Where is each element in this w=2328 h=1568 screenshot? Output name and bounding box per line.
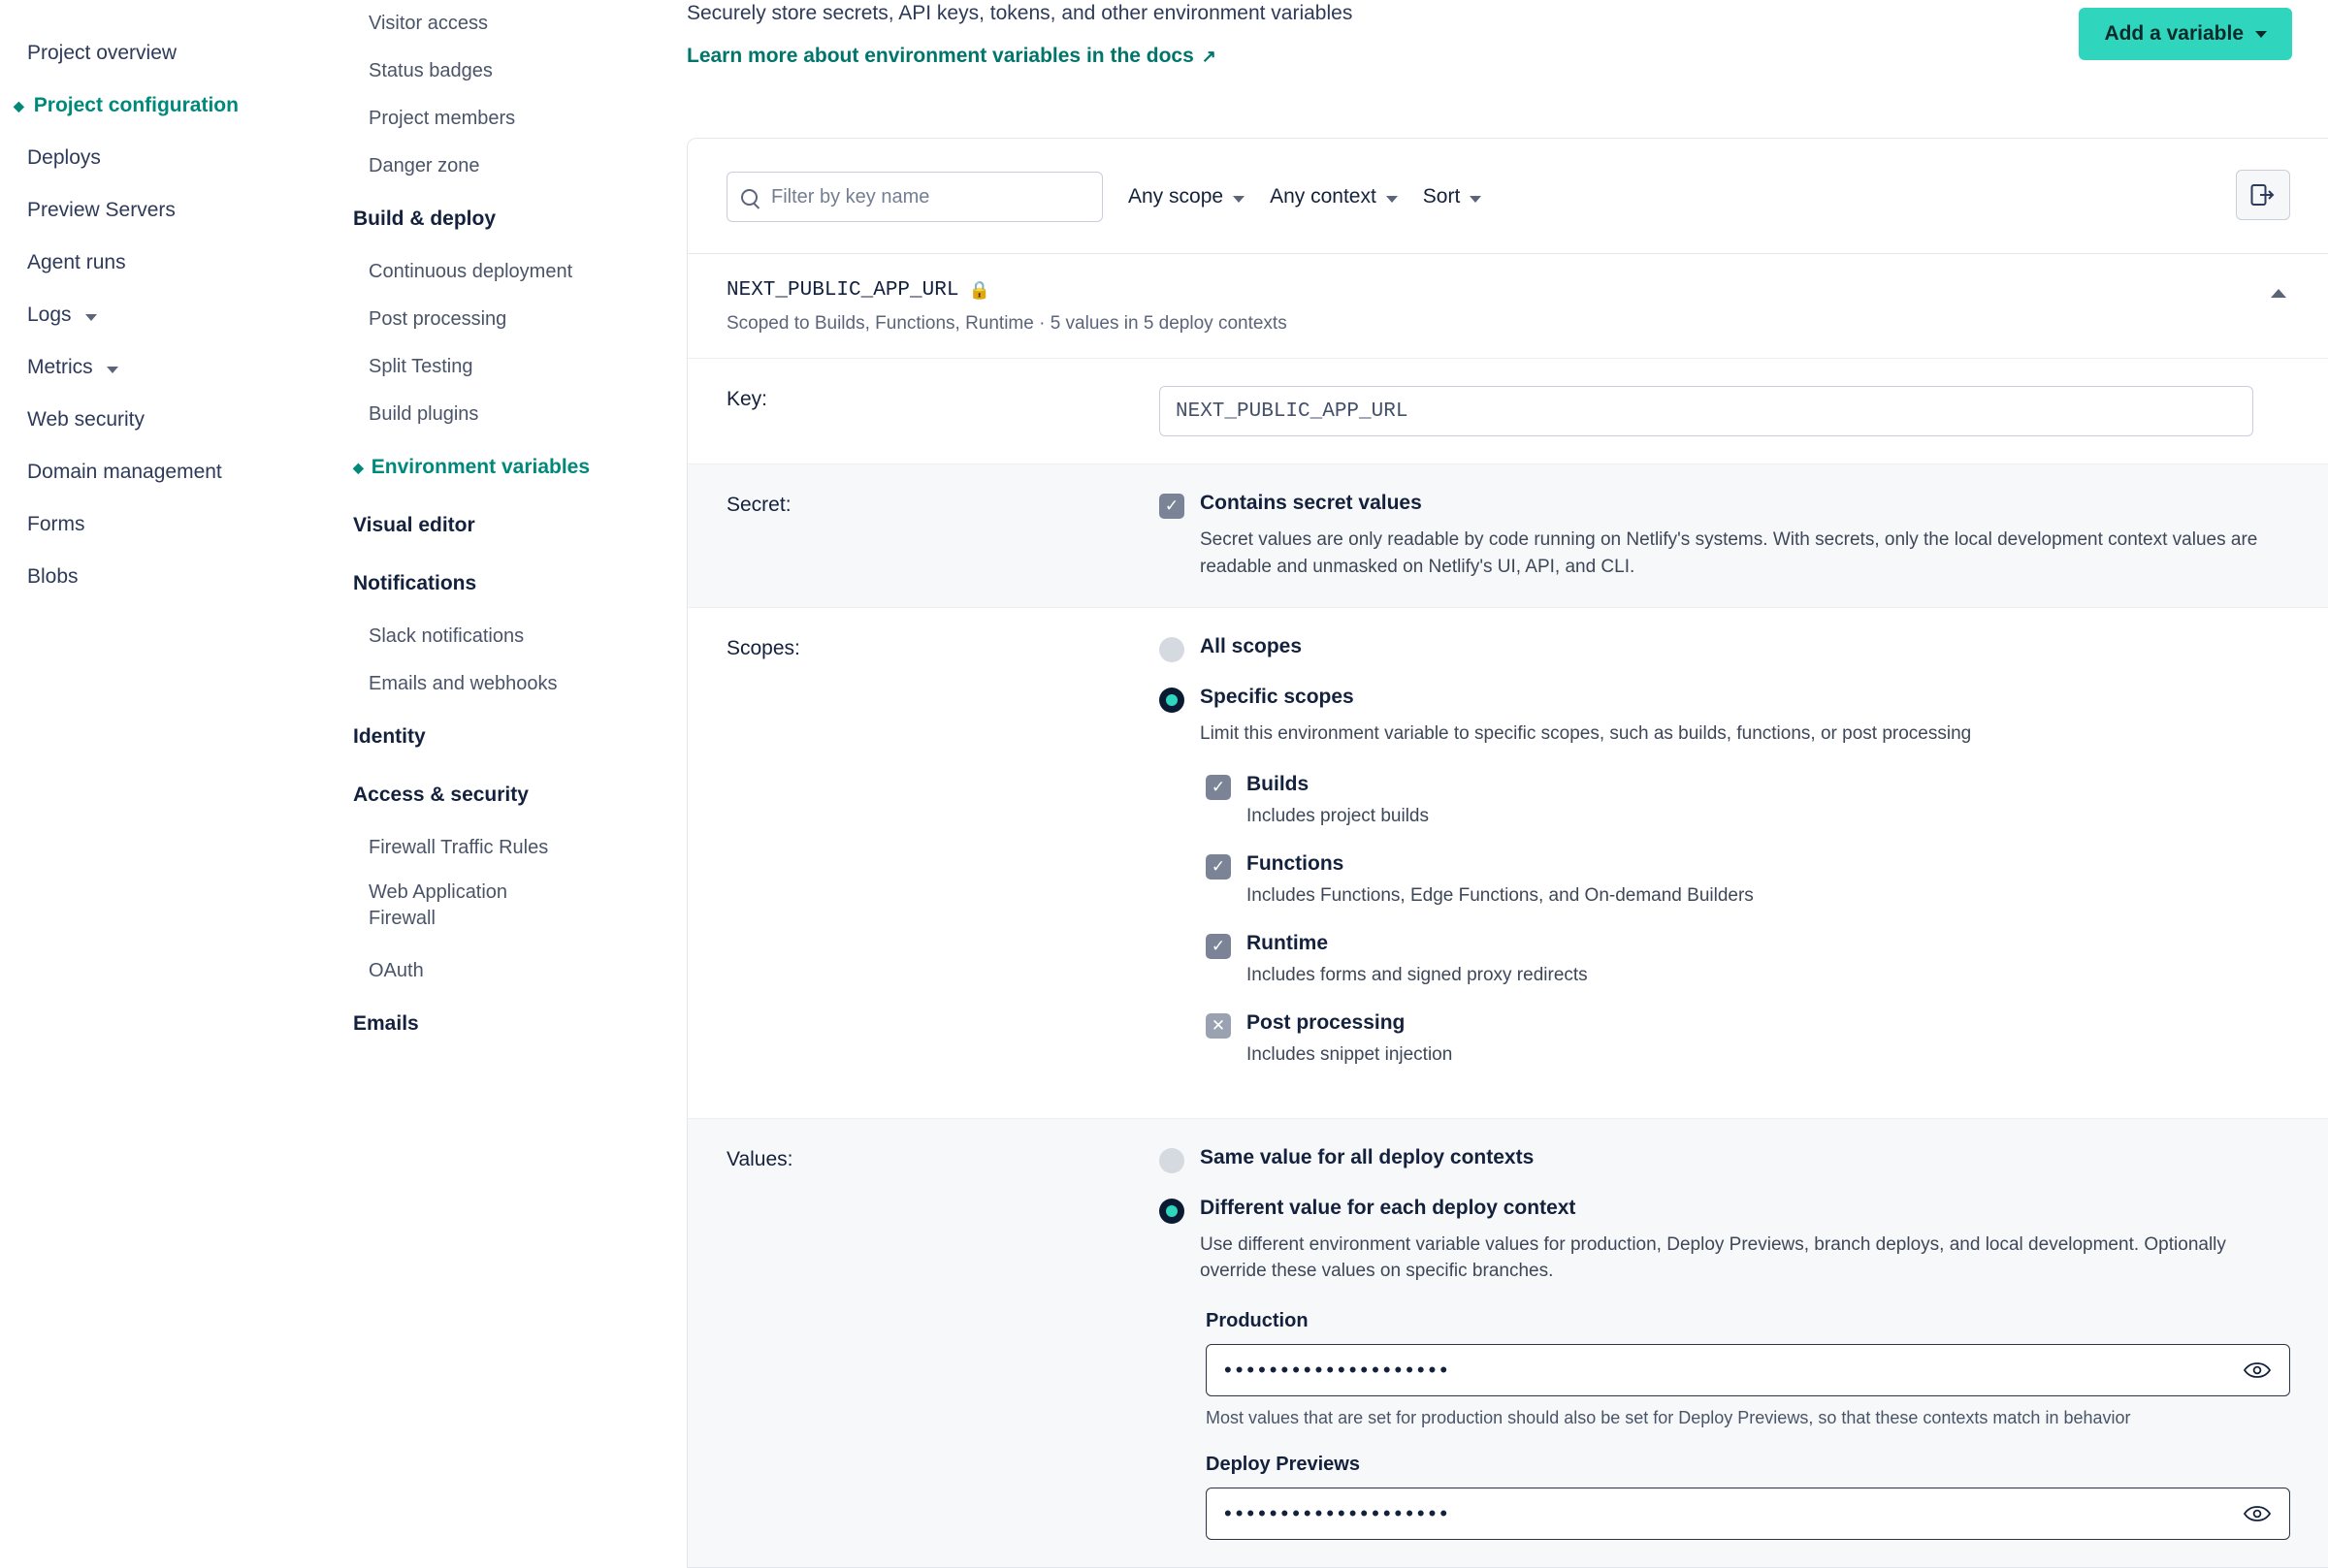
sidebar-item-metrics[interactable] bbox=[27, 341, 341, 394]
sidebar-group-label: Identity bbox=[353, 725, 426, 748]
docs-link-label: Learn more about environment variables in the docs bbox=[687, 45, 1194, 67]
radio-selected-icon bbox=[1159, 1199, 1184, 1224]
sidebar-item-label: Project members bbox=[369, 108, 516, 129]
import-export-icon bbox=[2250, 183, 2276, 207]
checkbox-checked-icon: ✓ bbox=[1206, 854, 1231, 880]
sidebar-item-label: Domain management bbox=[27, 461, 222, 483]
scope-item-runtime[interactable] bbox=[1206, 932, 2290, 986]
env-variables-panel bbox=[687, 138, 2328, 1568]
scope-checkbox-list bbox=[1206, 773, 2290, 1066]
sidebar-item-label: Split Testing bbox=[369, 356, 473, 377]
scope-specific-label: Specific scopes bbox=[1200, 686, 1354, 709]
page-intro: Securely store secrets, API keys, tokens, and other environment variables bbox=[687, 2, 1353, 24]
eye-icon[interactable] bbox=[2243, 1360, 2272, 1380]
chevron-down-icon bbox=[1470, 196, 1481, 203]
secret-label: Secret: bbox=[727, 494, 792, 516]
variable-subtitle: Scoped to Builds, Functions, Runtime · 5 values in 5 deploy contexts bbox=[727, 313, 1287, 334]
key-input[interactable] bbox=[1159, 386, 2253, 436]
import-export-button[interactable] bbox=[2236, 170, 2290, 220]
sidebar-group-label: Access & security bbox=[353, 784, 529, 806]
sidebar-item-oauth[interactable] bbox=[341, 947, 652, 995]
sidebar-item-build-plugins[interactable] bbox=[341, 391, 652, 438]
sidebar-item-forms[interactable] bbox=[27, 498, 341, 551]
eye-icon[interactable] bbox=[2243, 1504, 2272, 1523]
scope-specific-option[interactable] bbox=[1159, 686, 2290, 748]
sidebar-item-label: Agent runs bbox=[27, 251, 126, 273]
secondary-sidebar bbox=[341, 0, 652, 1530]
sidebar-group-build-and-deploy[interactable] bbox=[341, 190, 652, 248]
diamond-icon: ◆ bbox=[353, 459, 364, 475]
sidebar-item-domain-management[interactable] bbox=[27, 446, 341, 498]
sidebar-item-status-badges[interactable] bbox=[341, 48, 652, 95]
sidebar-item-label: Firewall Traffic Rules bbox=[369, 837, 549, 858]
sidebar-item-label: Build plugins bbox=[369, 403, 479, 425]
values-same-option[interactable] bbox=[1159, 1146, 2290, 1173]
docs-link[interactable] bbox=[687, 45, 1216, 68]
context-hint: Most values that are set for production should also be set for Deploy Previews, so that these contexts match in behavior bbox=[1206, 1407, 2131, 1427]
scope-filter-label: Any scope bbox=[1128, 185, 1224, 208]
scope-item-functions[interactable] bbox=[1206, 852, 2290, 907]
variable-name-row bbox=[727, 279, 2290, 302]
sidebar-item-label: Project overview bbox=[27, 42, 178, 64]
scope-specific-description: Limit this environment variable to specific scopes, such as builds, functions, or post processing bbox=[1200, 723, 1972, 745]
scope-item-desc: Includes Functions, Edge Functions, and On-demand Builders bbox=[1246, 884, 1754, 906]
scope-item-desc: Includes project builds bbox=[1246, 805, 1429, 826]
sidebar-item-label: Forms bbox=[27, 513, 85, 535]
sidebar-item-label: Deploys bbox=[27, 146, 101, 169]
chevron-down-icon bbox=[2255, 31, 2267, 38]
sidebar-item-split-testing[interactable] bbox=[341, 343, 652, 391]
radio-unselected-icon bbox=[1159, 1148, 1184, 1173]
sidebar-group-notifications[interactable] bbox=[341, 555, 652, 613]
sidebar-group-identity[interactable] bbox=[341, 708, 652, 766]
context-masked-value: •••••••••••••••••••• bbox=[1224, 1357, 1452, 1382]
sidebar-item-continuous-deployment[interactable] bbox=[341, 248, 652, 296]
scope-filter-dropdown[interactable] bbox=[1128, 185, 1245, 208]
sidebar-item-label: Status badges bbox=[369, 60, 493, 81]
scope-item-desc: Includes forms and signed proxy redirects bbox=[1246, 964, 1588, 985]
sidebar-item-project-members[interactable] bbox=[341, 95, 652, 143]
sidebar-item-deploys[interactable] bbox=[27, 132, 341, 184]
sidebar-item-danger-zone[interactable] bbox=[341, 143, 652, 190]
primary-sidebar bbox=[0, 0, 341, 1530]
sidebar-item-label: OAuth bbox=[369, 960, 424, 981]
sidebar-item-project-overview[interactable] bbox=[27, 27, 341, 80]
sidebar-item-blobs[interactable] bbox=[27, 551, 341, 603]
sidebar-item-label: Project configuration bbox=[33, 94, 239, 116]
sidebar-item-preview-servers[interactable] bbox=[27, 184, 341, 237]
secret-description: Secret values are only readable by code running on Netlify's systems. With secrets, only the local development context values are readable and unmasked on Netlify's UI, API, and CLI. bbox=[1200, 529, 2258, 577]
sidebar-item-project-configuration[interactable] bbox=[14, 80, 341, 132]
main-content bbox=[652, 0, 2328, 1530]
sidebar-item-visitor-access[interactable] bbox=[341, 0, 652, 48]
secret-checkbox-label: Contains secret values bbox=[1200, 492, 1422, 514]
sidebar-group-label: Notifications bbox=[353, 572, 477, 594]
chevron-down-icon bbox=[107, 367, 118, 373]
external-link-icon: ↗ bbox=[1201, 46, 1216, 66]
sidebar-group-label: Emails bbox=[353, 1012, 419, 1035]
sidebar-item-web-security[interactable] bbox=[27, 394, 341, 446]
variable-key-name: NEXT_PUBLIC_APP_URL bbox=[727, 279, 959, 302]
values-different-description: Use different environment variable values for production, Deploy Previews, branch deploys, and local development. Optionally override these values on specific branches. bbox=[1200, 1233, 2226, 1282]
scope-item-post-processing[interactable] bbox=[1206, 1011, 2290, 1066]
sort-label: Sort bbox=[1422, 185, 1461, 208]
context-production bbox=[1159, 1310, 2290, 1428]
sidebar-item-label: Emails and webhooks bbox=[369, 673, 558, 694]
chevron-down-icon bbox=[1233, 196, 1245, 203]
key-row bbox=[688, 358, 2328, 464]
sidebar-item-slack-notifications[interactable] bbox=[341, 613, 652, 660]
sidebar-item-label: Post processing bbox=[369, 308, 507, 330]
sidebar-item-label: Continuous deployment bbox=[369, 261, 573, 282]
values-different-label: Different value for each deploy context bbox=[1200, 1196, 1576, 1219]
sidebar-group-emails[interactable] bbox=[341, 995, 652, 1053]
variable-header[interactable] bbox=[688, 253, 2328, 358]
context-deploy-previews bbox=[1159, 1454, 2290, 1540]
lock-icon: 🔒 bbox=[968, 281, 990, 302]
sidebar-group-label: Build & deploy bbox=[353, 208, 496, 230]
context-filter-dropdown[interactable] bbox=[1270, 185, 1398, 208]
sidebar-group-environment-variables[interactable] bbox=[341, 438, 652, 496]
checkbox-checked-icon: ✓ bbox=[1206, 934, 1231, 959]
radio-unselected-icon bbox=[1159, 637, 1184, 662]
sidebar-item-label: Web security bbox=[27, 408, 145, 431]
sort-dropdown[interactable] bbox=[1423, 185, 1482, 208]
context-value-field[interactable] bbox=[1206, 1344, 2290, 1396]
scope-all-label: All scopes bbox=[1200, 635, 1303, 658]
values-different-option[interactable] bbox=[1159, 1197, 2290, 1285]
key-label: Key: bbox=[727, 388, 768, 410]
search-icon bbox=[741, 189, 758, 206]
scope-item-desc: Includes snippet injection bbox=[1246, 1043, 1453, 1065]
chevron-down-icon bbox=[1386, 196, 1398, 203]
panel-toolbar bbox=[688, 139, 2328, 253]
sidebar-item-label: Logs bbox=[27, 304, 72, 326]
checkbox-excluded-icon: ✕ bbox=[1206, 1013, 1231, 1039]
add-variable-label: Add a variable bbox=[2104, 22, 2244, 45]
scope-item-label: Runtime bbox=[1246, 931, 1328, 954]
sidebar-group-label: Visual editor bbox=[353, 514, 475, 536]
chevron-down-icon bbox=[85, 314, 97, 321]
context-label: Deploy Previews bbox=[1206, 1453, 1360, 1475]
values-same-label: Same value for all deploy contexts bbox=[1200, 1145, 1535, 1168]
scope-item-label: Post processing bbox=[1246, 1010, 1406, 1034]
add-variable-button[interactable] bbox=[2079, 8, 2292, 60]
sidebar-item-label: Visitor access bbox=[369, 13, 489, 34]
context-label: Production bbox=[1206, 1309, 1309, 1331]
context-filter-label: Any context bbox=[1270, 185, 1376, 208]
diamond-icon: ◆ bbox=[14, 98, 24, 113]
search-box[interactable] bbox=[727, 172, 1103, 222]
context-value-field[interactable] bbox=[1206, 1488, 2290, 1540]
values-label: Values: bbox=[727, 1147, 793, 1170]
scope-item-builds[interactable] bbox=[1206, 773, 2290, 827]
secret-checkbox-row[interactable] bbox=[1159, 492, 2290, 519]
checkbox-checked-icon: ✓ bbox=[1206, 775, 1231, 800]
scope-item-label: Functions bbox=[1246, 851, 1344, 875]
scopes-label: Scopes: bbox=[727, 637, 800, 660]
sidebar-item-label: Web Application Firewall bbox=[369, 881, 508, 929]
sidebar-item-web-application-firewall[interactable] bbox=[341, 872, 652, 947]
search-input[interactable] bbox=[769, 185, 1088, 209]
sidebar-item-logs[interactable] bbox=[27, 289, 341, 341]
chevron-up-icon[interactable] bbox=[2271, 289, 2286, 298]
sidebar-item-agent-runs[interactable] bbox=[27, 237, 341, 289]
sidebar-item-label: Danger zone bbox=[369, 155, 480, 176]
checkbox-checked-icon: ✓ bbox=[1159, 494, 1184, 519]
sidebar-group-label: Environment variables bbox=[371, 456, 591, 478]
scope-item-label: Builds bbox=[1246, 772, 1310, 795]
context-masked-value: •••••••••••••••••••• bbox=[1224, 1500, 1452, 1525]
sidebar-item-label: Slack notifications bbox=[369, 625, 525, 647]
sidebar-item-post-processing[interactable] bbox=[341, 296, 652, 343]
sidebar-item-label: Preview Servers bbox=[27, 199, 176, 221]
sidebar-item-emails-and-webhooks[interactable] bbox=[341, 660, 652, 708]
sidebar-item-firewall-traffic-rules[interactable] bbox=[341, 824, 652, 872]
scopes-row bbox=[688, 607, 2328, 1118]
sidebar-item-label: Metrics bbox=[27, 356, 93, 378]
sidebar-group-access-and-security[interactable] bbox=[341, 766, 652, 824]
secret-row bbox=[688, 464, 2328, 607]
scope-all-option[interactable] bbox=[1159, 635, 2290, 662]
values-row bbox=[688, 1118, 2328, 1567]
radio-selected-icon bbox=[1159, 688, 1184, 713]
sidebar-item-label: Blobs bbox=[27, 565, 79, 588]
sidebar-group-visual-editor[interactable] bbox=[341, 496, 652, 555]
